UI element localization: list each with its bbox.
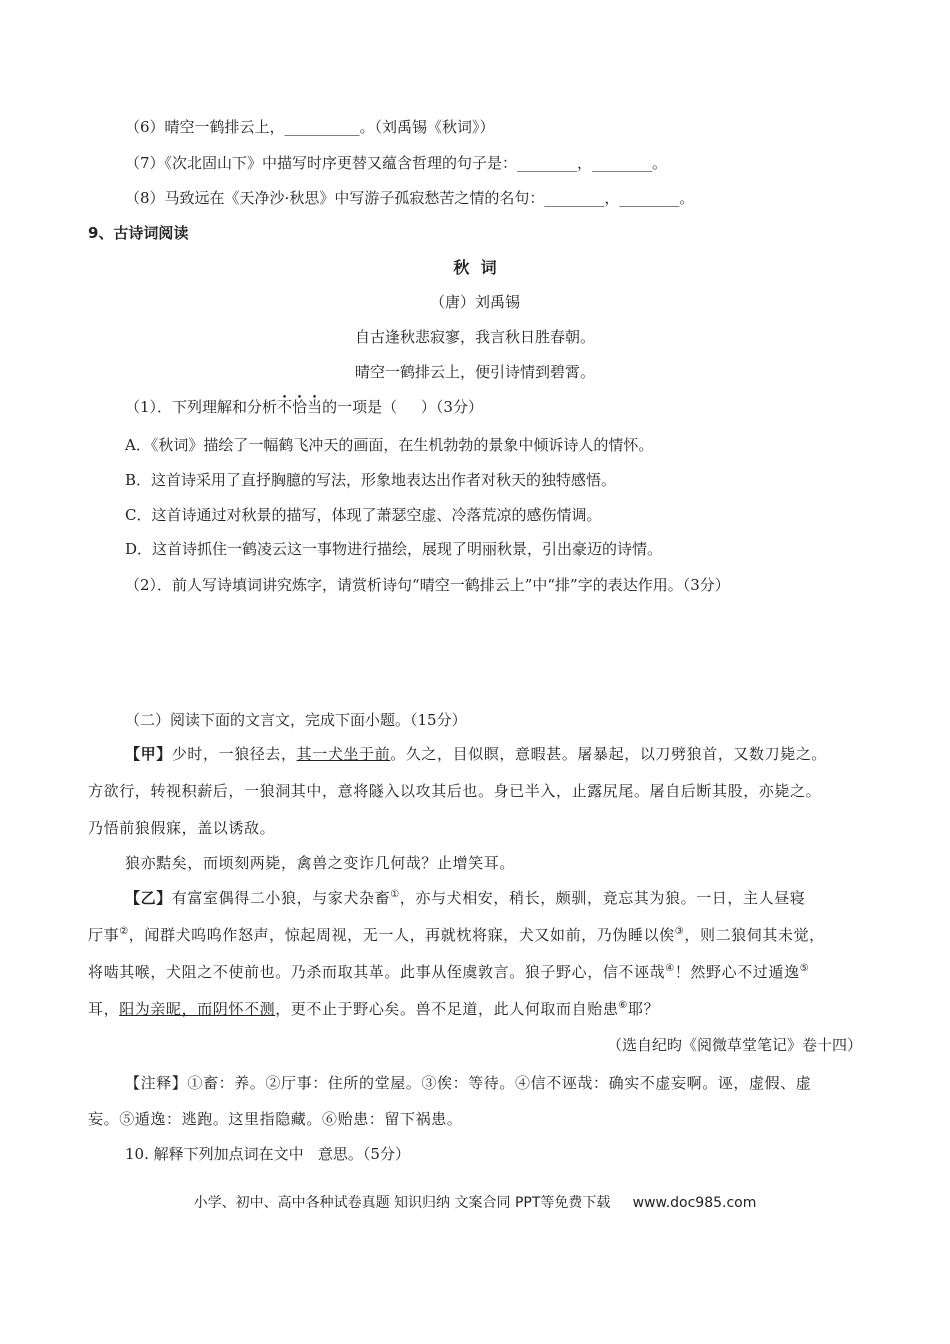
option-d: D．这首诗抓住一鹤凌云这一事物进行描绘，展现了明丽秋景，引出豪迈的诗情。 xyxy=(125,540,663,558)
yi-text-2c: ，则二狼伺其未觉， xyxy=(684,926,825,944)
note-ref-1: ① xyxy=(390,889,400,900)
fill-question-7: （7）《次北固山下》中描写时序更替又蕴含哲理的句子是：________，________。 xyxy=(125,154,668,172)
yi-text-4c: 耶？ xyxy=(628,1000,660,1018)
option-c: C．这首诗通过对秋景的描写，体现了萧瑟空虚、冷落荒凉的感伤情调。 xyxy=(125,506,602,524)
jia-label: 【甲】 xyxy=(125,745,172,763)
yi-underlined: 阳为亲昵，而阴怀不测 xyxy=(119,1000,276,1018)
jia-text-1a: 少时，一狼径去， xyxy=(171,745,297,763)
note-ref-5: ⑤ xyxy=(799,963,810,974)
note-ref-6: ⑥ xyxy=(618,1000,628,1011)
dotted-char-3: 当 xyxy=(307,398,323,416)
option-a: A．《秋词》描绘了一幅鹤飞冲天的画面，在生机勃勃的景象中倾诉诗人的情怀。 xyxy=(125,436,654,454)
section-9-heading: 9、古诗词阅读 xyxy=(88,224,189,242)
option-b: B．这首诗采用了直抒胸臆的写法，形象地表达出作者对秋天的独特感悟。 xyxy=(125,471,617,489)
jia-text-1b: 。久之，目似瞑，意暇甚。屠暴起，以刀劈狼首，又数刀毙之。 xyxy=(390,745,828,763)
question-2: （2）．前人写诗填词讲究炼字，请赏析诗句“晴空一鹤排云上”中“排”字的表达作用。（3分） xyxy=(125,576,730,594)
yi-text-1b: ，亦与犬相安，稍长，颇驯，竟忘其为狼。一日，主人昼寝 xyxy=(399,889,806,907)
jia-underlined: 其一犬坐于前 xyxy=(296,745,391,763)
question-1-post: 的一项是（ ）（3分） xyxy=(322,398,483,416)
yi-text-4a: 耳， xyxy=(88,1000,120,1018)
jia-line-4: 狼亦黠矣，而顷刻两毙，禽兽之变诈几何哉？止增笑耳。 xyxy=(125,854,516,872)
note-ref-3: ③ xyxy=(674,926,685,937)
fill-question-8: （8）马致远在《天净沙·秋思》中写游子孤寂愁苦之情的名句：________，________。 xyxy=(125,189,695,207)
jia-line-1 xyxy=(125,743,827,765)
poem-line-2: 晴空一鹤排云上，便引诗情到碧霄。 xyxy=(354,363,595,381)
poem-title: 秋 词 xyxy=(453,258,497,277)
note-ref-4: ④ xyxy=(665,963,675,974)
yi-text-1: 有富室偶得二小狼，与家犬杂畜 xyxy=(171,889,391,907)
yi-line-3 xyxy=(88,961,809,983)
poem-author: （唐）刘禹锡 xyxy=(429,293,520,311)
page-footer: 小学、初中、高中各种试卷真题 知识归纳 文案合同 PPT等免费下载 www.doc985.com xyxy=(193,1195,757,1211)
dotted-char-2: 恰 xyxy=(292,398,308,416)
question-1-pre: （1）．下列理解和分析 xyxy=(125,398,278,416)
poem-line-1: 自古逢秋悲寂寥，我言秋日胜春朝。 xyxy=(354,328,595,346)
jia-line-2: 方欲行，转视积薪后，一狼洞其中，意将隧入以攻其后也。身已半入，止露尻尾。屠自后断其股，亦毙之。 xyxy=(88,782,822,800)
yi-label: 【乙】 xyxy=(125,889,172,907)
dotted-char-1: 不 xyxy=(277,398,293,416)
question-10: 10. 解释下列加点词在文中 意思。（5分） xyxy=(125,1145,410,1163)
fill-question-6: （6）晴空一鹤排云上，__________。（刘禹锡《秋词》） xyxy=(125,118,495,136)
notes-line-1: 【注释】①畜：养。②厅事：住所的堂屋。③俟：等待。④信不诬哉：确实不虚妄啊。诬，虚假、虚 xyxy=(125,1074,812,1092)
question-1 xyxy=(125,396,483,418)
yi-text-2a: 厅事 xyxy=(88,926,120,944)
yi-line-2 xyxy=(88,924,825,946)
part-2-intro: （二）阅读下面的文言文，完成下面小题。（15分） xyxy=(125,711,467,729)
yi-text-2b: ，闻群犬呜呜作怒声，惊起周视，无一人，再就枕将寐，犬又如前，乃伪睡以俟 xyxy=(128,926,675,944)
yi-text-4b: ，更不止于野心矣。兽不足道，此人何取而自贻患 xyxy=(275,1000,619,1018)
note-ref-2: ② xyxy=(119,926,129,937)
source-citation: （选自纪昀《阅微草堂笔记》卷十四） xyxy=(606,1036,862,1054)
jia-line-3: 乃悟前狼假寐，盖以诱敌。 xyxy=(88,819,276,837)
yi-line-4 xyxy=(88,998,659,1020)
yi-text-3b: ！然野心不过遁逸 xyxy=(674,963,800,981)
yi-text-3a: 将啮其喉，犬阻之不使前也。乃杀而取其革。此事从侄虞敦言。狼子野心，信不诬哉 xyxy=(88,963,666,981)
notes-line-2: 妄。⑤遁逸：逃跑。这里指隐藏。⑥贻患：留下祸患。 xyxy=(88,1110,463,1128)
yi-line-1 xyxy=(125,887,805,909)
